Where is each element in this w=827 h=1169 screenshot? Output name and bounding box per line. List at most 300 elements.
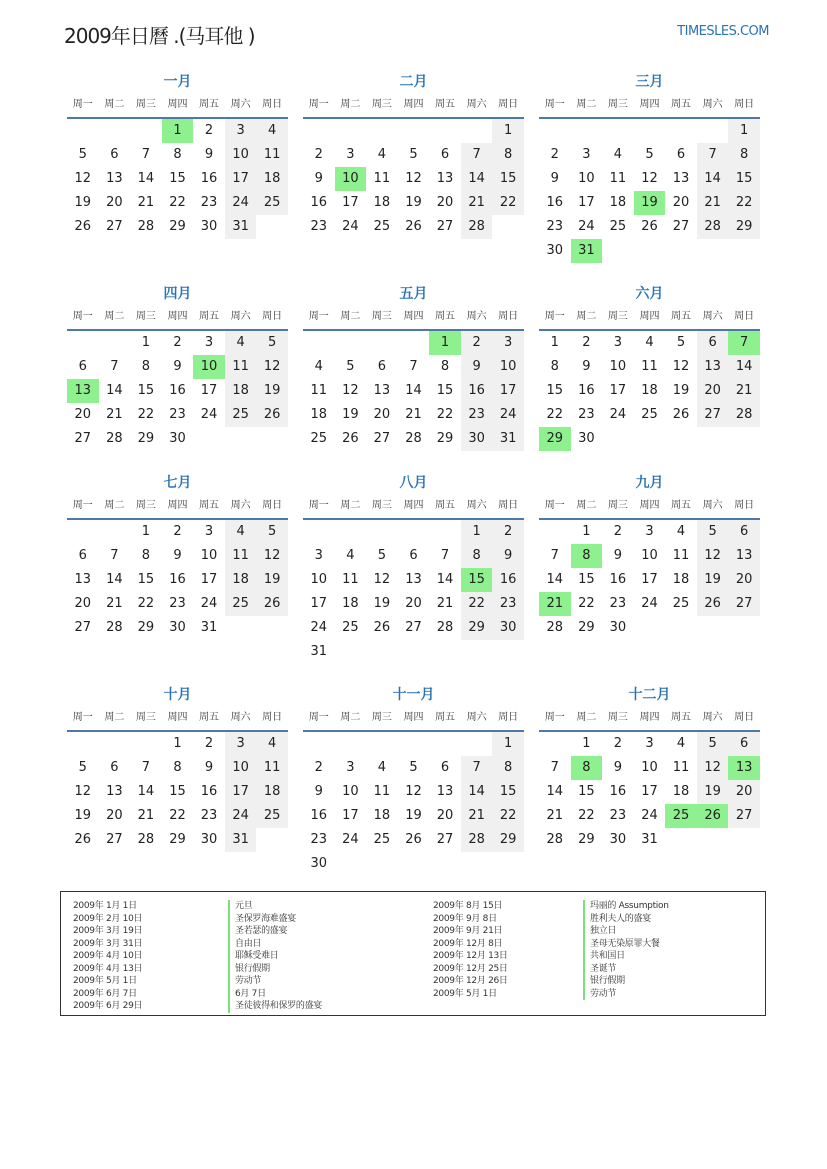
day-cell[interactable]: 6 (78, 548, 87, 563)
day-cell[interactable]: 14 (697, 167, 729, 191)
day-cell[interactable]: 27 (405, 620, 422, 635)
day-cell[interactable]: 22 (546, 407, 564, 422)
day-cell[interactable]: 20 (106, 808, 123, 823)
day-cell[interactable]: 28 (697, 215, 729, 239)
day-cell[interactable]: 31 (200, 620, 218, 635)
day-cell[interactable]: 4 (346, 548, 355, 563)
day-cell[interactable]: 12 (405, 784, 422, 799)
day-cell[interactable]: 26 (342, 431, 359, 446)
day-cell[interactable]: 28 (728, 403, 760, 427)
day-cell[interactable]: 10 (225, 756, 257, 780)
day-cell[interactable]: 19 (405, 808, 422, 823)
day-cell[interactable]: 13 (106, 784, 123, 799)
day-cell[interactable]: 10 (492, 355, 524, 379)
day-cell[interactable]: 30 (492, 616, 524, 640)
day-cell[interactable]: 20 (728, 780, 760, 804)
day-cell[interactable]: 13 (672, 171, 690, 186)
day-cell[interactable]: 9 (582, 359, 591, 374)
day-cell[interactable]: 24 (225, 191, 257, 215)
day-cell[interactable]: 7 (110, 359, 119, 374)
day-cell[interactable]: 22 (169, 808, 186, 823)
day-cell[interactable]: 6 (78, 359, 87, 374)
day-cell[interactable]: 6 (440, 760, 450, 775)
day-cell[interactable]: 20 (697, 379, 729, 403)
day-cell[interactable]: 14 (461, 780, 493, 804)
day-cell[interactable]: 9 (173, 359, 182, 374)
day-cell[interactable]: 11 (373, 784, 391, 799)
day-cell[interactable]: 18 (256, 780, 288, 804)
day-cell[interactable]: 28 (461, 215, 493, 239)
day-cell[interactable]: 3 (645, 524, 654, 539)
day-cell[interactable]: 7 (141, 147, 151, 162)
day-cell[interactable]: 16 (609, 572, 627, 587)
day-cell[interactable]: 4 (256, 732, 288, 756)
day-cell[interactable]: 12 (373, 572, 391, 587)
day-cell[interactable]: 15 (492, 780, 524, 804)
day-cell[interactable]: 24 (342, 832, 359, 847)
day-cell[interactable]: 27 (74, 620, 92, 635)
day-cell[interactable]: 5 (645, 147, 654, 162)
day-cell[interactable]: 27 (373, 431, 391, 446)
site-logo[interactable]: TIMESLES.COM (677, 24, 769, 39)
day-cell[interactable]: 20 (106, 195, 123, 210)
day-cell[interactable]: 7 (550, 548, 559, 563)
day-cell[interactable]: 10 (578, 171, 595, 186)
day-cell[interactable]: 4 (225, 331, 257, 355)
day-cell[interactable]: 31 (225, 215, 257, 239)
day-cell[interactable]: 3 (645, 736, 654, 751)
day-cell[interactable]: 2 (613, 736, 623, 751)
day-cell[interactable]: 21 (697, 191, 729, 215)
day-cell[interactable]: 20 (74, 596, 92, 611)
day-cell[interactable]: 28 (461, 828, 493, 852)
day-cell[interactable]: 29 (137, 431, 155, 446)
day-cell[interactable]: 18 (373, 808, 391, 823)
day-cell[interactable]: 25 (373, 832, 391, 847)
day-cell[interactable]: 19 (256, 379, 288, 403)
day-cell[interactable]: 17 (200, 383, 218, 398)
day-cell[interactable]: 14 (137, 171, 155, 186)
day-cell[interactable]: 23 (169, 596, 186, 611)
day-cell[interactable]: 2 (492, 520, 524, 544)
day-cell[interactable]: 30 (169, 431, 186, 446)
day-cell[interactable]: 12 (256, 355, 288, 379)
day-cell[interactable]: 1 (173, 736, 182, 751)
day-cell[interactable]: 17 (641, 572, 658, 587)
day-cell[interactable]: 1 (492, 119, 524, 143)
day-cell[interactable]: 1 (429, 331, 461, 355)
day-cell[interactable]: 17 (609, 383, 627, 398)
day-cell[interactable]: 16 (200, 171, 218, 186)
day-cell[interactable]: 29 (578, 832, 595, 847)
day-cell[interactable]: 9 (204, 760, 214, 775)
day-cell[interactable]: 6 (440, 147, 450, 162)
day-cell[interactable]: 7 (461, 143, 493, 167)
day-cell[interactable]: 5 (78, 760, 87, 775)
day-cell[interactable]: 13 (436, 171, 454, 186)
day-cell[interactable]: 20 (436, 195, 454, 210)
day-cell[interactable]: 24 (310, 620, 328, 635)
day-cell[interactable]: 16 (200, 784, 218, 799)
day-cell[interactable]: 30 (461, 427, 493, 451)
day-cell[interactable]: 14 (546, 572, 564, 587)
day-cell[interactable]: 3 (225, 119, 257, 143)
day-cell[interactable]: 22 (728, 191, 760, 215)
day-cell[interactable]: 16 (310, 195, 328, 210)
day-cell[interactable]: 25 (225, 403, 257, 427)
day-cell[interactable]: 11 (310, 383, 328, 398)
day-cell[interactable]: 26 (256, 403, 288, 427)
day-cell[interactable]: 8 (571, 544, 603, 568)
day-cell[interactable]: 13 (405, 572, 422, 587)
day-cell[interactable]: 1 (162, 119, 194, 143)
day-cell[interactable]: 3 (613, 335, 623, 350)
day-cell[interactable]: 9 (204, 147, 214, 162)
day-cell[interactable]: 18 (672, 784, 690, 799)
day-cell[interactable]: 26 (256, 592, 288, 616)
day-cell[interactable]: 12 (641, 171, 658, 186)
day-cell[interactable]: 22 (492, 804, 524, 828)
day-cell[interactable]: 9 (461, 355, 493, 379)
day-cell[interactable]: 27 (106, 219, 123, 234)
day-cell[interactable]: 1 (461, 520, 493, 544)
day-cell[interactable]: 30 (609, 620, 627, 635)
day-cell[interactable]: 26 (405, 832, 422, 847)
day-cell[interactable]: 22 (461, 592, 493, 616)
day-cell[interactable]: 22 (578, 596, 595, 611)
day-cell[interactable]: 19 (342, 407, 359, 422)
day-cell[interactable]: 5 (346, 359, 355, 374)
day-cell[interactable]: 14 (436, 572, 454, 587)
day-cell[interactable]: 6 (110, 760, 119, 775)
day-cell[interactable]: 19 (672, 383, 690, 398)
day-cell[interactable]: 15 (578, 572, 595, 587)
day-cell[interactable]: 8 (440, 359, 450, 374)
day-cell[interactable]: 12 (672, 359, 690, 374)
day-cell[interactable]: 24 (609, 407, 627, 422)
day-cell[interactable]: 7 (110, 548, 119, 563)
day-cell[interactable]: 8 (492, 143, 524, 167)
day-cell[interactable]: 22 (492, 191, 524, 215)
day-cell[interactable]: 15 (169, 171, 186, 186)
day-cell[interactable]: 25 (342, 620, 359, 635)
day-cell[interactable]: 28 (405, 431, 422, 446)
day-cell[interactable]: 12 (697, 756, 729, 780)
day-cell[interactable]: 4 (225, 520, 257, 544)
day-cell[interactable]: 3 (204, 335, 214, 350)
day-cell[interactable]: 19 (697, 568, 729, 592)
day-cell[interactable]: 23 (546, 219, 564, 234)
day-cell[interactable]: 30 (200, 219, 218, 234)
day-cell[interactable]: 10 (609, 359, 627, 374)
day-cell[interactable]: 16 (169, 572, 186, 587)
day-cell[interactable]: 24 (641, 596, 658, 611)
day-cell[interactable]: 16 (310, 808, 328, 823)
day-cell[interactable]: 7 (141, 760, 151, 775)
day-cell[interactable]: 6 (676, 147, 686, 162)
day-cell[interactable]: 7 (697, 143, 729, 167)
day-cell[interactable]: 23 (492, 592, 524, 616)
day-cell[interactable]: 2 (461, 331, 493, 355)
day-cell[interactable]: 8 (492, 756, 524, 780)
day-cell[interactable]: 7 (440, 548, 450, 563)
day-cell[interactable]: 16 (492, 568, 524, 592)
day-cell[interactable]: 11 (256, 143, 288, 167)
day-cell[interactable]: 21 (106, 407, 123, 422)
day-cell[interactable]: 2 (173, 524, 182, 539)
day-cell[interactable]: 19 (697, 780, 729, 804)
day-cell[interactable]: 5 (676, 335, 686, 350)
day-cell[interactable]: 25 (373, 219, 391, 234)
day-cell[interactable]: 2 (582, 335, 591, 350)
day-cell[interactable]: 31 (310, 644, 328, 659)
day-cell[interactable]: 12 (256, 544, 288, 568)
day-cell[interactable]: 1 (141, 524, 151, 539)
day-cell[interactable]: 24 (200, 407, 218, 422)
day-cell[interactable]: 13 (74, 572, 92, 587)
day-cell[interactable]: 22 (137, 407, 155, 422)
day-cell[interactable]: 18 (672, 572, 690, 587)
day-cell[interactable]: 8 (141, 359, 151, 374)
day-cell[interactable]: 12 (697, 544, 729, 568)
day-cell[interactable]: 28 (546, 620, 564, 635)
day-cell[interactable]: 19 (634, 191, 666, 215)
day-cell[interactable]: 4 (645, 335, 654, 350)
day-cell[interactable]: 31 (641, 832, 658, 847)
day-cell[interactable]: 23 (200, 195, 218, 210)
day-cell[interactable]: 31 (492, 427, 524, 451)
day-cell[interactable]: 29 (169, 219, 186, 234)
day-cell[interactable]: 2 (314, 147, 323, 162)
day-cell[interactable]: 26 (373, 620, 391, 635)
day-cell[interactable]: 29 (137, 620, 155, 635)
day-cell[interactable]: 17 (641, 784, 658, 799)
day-cell[interactable]: 26 (697, 592, 729, 616)
day-cell[interactable]: 20 (74, 407, 92, 422)
day-cell[interactable]: 29 (436, 431, 454, 446)
day-cell[interactable]: 17 (342, 808, 359, 823)
day-cell[interactable]: 5 (377, 548, 387, 563)
day-cell[interactable]: 31 (225, 828, 257, 852)
day-cell[interactable]: 13 (728, 756, 760, 780)
day-cell[interactable]: 22 (436, 407, 454, 422)
day-cell[interactable]: 10 (335, 167, 367, 191)
day-cell[interactable]: 1 (141, 335, 151, 350)
day-cell[interactable]: 9 (550, 171, 559, 186)
day-cell[interactable]: 21 (106, 596, 123, 611)
day-cell[interactable]: 11 (256, 756, 288, 780)
day-cell[interactable]: 20 (436, 808, 454, 823)
day-cell[interactable]: 15 (137, 572, 155, 587)
day-cell[interactable]: 25 (641, 407, 658, 422)
day-cell[interactable]: 9 (613, 548, 623, 563)
day-cell[interactable]: 19 (74, 808, 92, 823)
day-cell[interactable]: 20 (728, 568, 760, 592)
day-cell[interactable]: 6 (409, 548, 418, 563)
day-cell[interactable]: 23 (461, 403, 493, 427)
day-cell[interactable]: 3 (225, 732, 257, 756)
day-cell[interactable]: 6 (728, 732, 760, 756)
day-cell[interactable]: 8 (141, 548, 151, 563)
day-cell[interactable]: 11 (225, 355, 257, 379)
day-cell[interactable]: 26 (74, 832, 92, 847)
day-cell[interactable]: 10 (641, 548, 658, 563)
day-cell[interactable]: 3 (346, 147, 355, 162)
day-cell[interactable]: 2 (314, 760, 323, 775)
day-cell[interactable]: 4 (676, 524, 686, 539)
day-cell[interactable]: 11 (641, 359, 658, 374)
day-cell[interactable]: 15 (578, 784, 595, 799)
day-cell[interactable]: 28 (546, 832, 564, 847)
day-cell[interactable]: 28 (106, 620, 123, 635)
day-cell[interactable]: 24 (225, 804, 257, 828)
day-cell[interactable]: 21 (539, 592, 571, 616)
day-cell[interactable]: 7 (461, 756, 493, 780)
day-cell[interactable]: 10 (225, 143, 257, 167)
day-cell[interactable]: 14 (728, 355, 760, 379)
day-cell[interactable]: 30 (200, 832, 218, 847)
day-cell[interactable]: 26 (641, 219, 658, 234)
day-cell[interactable]: 1 (582, 524, 591, 539)
day-cell[interactable]: 15 (461, 568, 493, 592)
day-cell[interactable]: 8 (173, 147, 182, 162)
day-cell[interactable]: 30 (310, 856, 328, 871)
day-cell[interactable]: 20 (672, 195, 690, 210)
day-cell[interactable]: 1 (728, 119, 760, 143)
day-cell[interactable]: 26 (405, 219, 422, 234)
day-cell[interactable]: 7 (728, 331, 760, 355)
day-cell[interactable]: 19 (373, 596, 391, 611)
day-cell[interactable]: 21 (137, 808, 155, 823)
day-cell[interactable]: 25 (310, 431, 328, 446)
day-cell[interactable]: 8 (571, 756, 603, 780)
day-cell[interactable]: 10 (193, 355, 225, 379)
day-cell[interactable]: 5 (697, 732, 729, 756)
day-cell[interactable]: 17 (342, 195, 359, 210)
day-cell[interactable]: 15 (169, 784, 186, 799)
day-cell[interactable]: 17 (492, 379, 524, 403)
day-cell[interactable]: 22 (578, 808, 595, 823)
day-cell[interactable]: 15 (728, 167, 760, 191)
day-cell[interactable]: 9 (492, 544, 524, 568)
day-cell[interactable]: 15 (436, 383, 454, 398)
day-cell[interactable]: 12 (342, 383, 359, 398)
day-cell[interactable]: 16 (169, 383, 186, 398)
day-cell[interactable]: 11 (609, 171, 627, 186)
day-cell[interactable]: 18 (225, 568, 257, 592)
day-cell[interactable]: 18 (373, 195, 391, 210)
day-cell[interactable]: 26 (697, 804, 729, 828)
day-cell[interactable]: 3 (346, 760, 355, 775)
day-cell[interactable]: 8 (550, 359, 559, 374)
day-cell[interactable]: 23 (310, 219, 328, 234)
day-cell[interactable]: 9 (314, 784, 323, 799)
day-cell[interactable]: 12 (74, 784, 92, 799)
day-cell[interactable]: 27 (436, 219, 454, 234)
day-cell[interactable]: 22 (169, 195, 186, 210)
day-cell[interactable]: 15 (137, 383, 155, 398)
day-cell[interactable]: 30 (169, 620, 186, 635)
day-cell[interactable]: 25 (665, 804, 697, 828)
day-cell[interactable]: 10 (641, 760, 658, 775)
day-cell[interactable]: 25 (609, 219, 627, 234)
day-cell[interactable]: 8 (461, 544, 493, 568)
day-cell[interactable]: 4 (613, 147, 623, 162)
day-cell[interactable]: 6 (377, 359, 387, 374)
day-cell[interactable]: 21 (405, 407, 422, 422)
day-cell[interactable]: 20 (373, 407, 391, 422)
day-cell[interactable]: 14 (106, 383, 123, 398)
day-cell[interactable]: 25 (256, 191, 288, 215)
day-cell[interactable]: 24 (641, 808, 658, 823)
day-cell[interactable]: 27 (106, 832, 123, 847)
day-cell[interactable]: 16 (546, 195, 564, 210)
day-cell[interactable]: 27 (672, 219, 690, 234)
day-cell[interactable]: 2 (613, 524, 623, 539)
day-cell[interactable]: 6 (110, 147, 119, 162)
day-cell[interactable]: 23 (609, 808, 627, 823)
day-cell[interactable]: 2 (173, 335, 182, 350)
day-cell[interactable]: 1 (492, 732, 524, 756)
day-cell[interactable]: 3 (492, 331, 524, 355)
day-cell[interactable]: 4 (676, 736, 686, 751)
day-cell[interactable]: 27 (74, 431, 92, 446)
day-cell[interactable]: 13 (728, 544, 760, 568)
day-cell[interactable]: 21 (461, 191, 493, 215)
day-cell[interactable]: 9 (314, 171, 323, 186)
day-cell[interactable]: 10 (342, 784, 359, 799)
day-cell[interactable]: 28 (137, 219, 155, 234)
day-cell[interactable]: 24 (492, 403, 524, 427)
day-cell[interactable]: 23 (310, 832, 328, 847)
day-cell[interactable]: 19 (256, 568, 288, 592)
day-cell[interactable]: 14 (546, 784, 564, 799)
day-cell[interactable]: 14 (137, 784, 155, 799)
day-cell[interactable]: 10 (310, 572, 328, 587)
day-cell[interactable]: 11 (672, 548, 690, 563)
day-cell[interactable]: 3 (582, 147, 591, 162)
day-cell[interactable]: 5 (78, 147, 87, 162)
day-cell[interactable]: 17 (200, 572, 218, 587)
day-cell[interactable]: 15 (546, 383, 564, 398)
day-cell[interactable]: 29 (492, 828, 524, 852)
day-cell[interactable]: 8 (728, 143, 760, 167)
day-cell[interactable]: 5 (409, 147, 418, 162)
day-cell[interactable]: 24 (342, 219, 359, 234)
day-cell[interactable]: 6 (697, 331, 729, 355)
day-cell[interactable]: 18 (256, 167, 288, 191)
day-cell[interactable]: 1 (550, 335, 559, 350)
day-cell[interactable]: 29 (728, 215, 760, 239)
day-cell[interactable]: 17 (225, 780, 257, 804)
day-cell[interactable]: 17 (225, 167, 257, 191)
day-cell[interactable]: 17 (310, 596, 328, 611)
day-cell[interactable]: 28 (137, 832, 155, 847)
day-cell[interactable]: 29 (461, 616, 493, 640)
day-cell[interactable]: 28 (436, 620, 454, 635)
day-cell[interactable]: 14 (106, 572, 123, 587)
day-cell[interactable]: 29 (578, 620, 595, 635)
day-cell[interactable]: 4 (256, 119, 288, 143)
day-cell[interactable]: 11 (672, 760, 690, 775)
day-cell[interactable]: 21 (137, 195, 155, 210)
day-cell[interactable]: 9 (173, 548, 182, 563)
day-cell[interactable]: 11 (373, 171, 391, 186)
day-cell[interactable]: 10 (200, 548, 218, 563)
day-cell[interactable]: 17 (578, 195, 595, 210)
day-cell[interactable]: 23 (578, 407, 595, 422)
day-cell[interactable]: 11 (225, 544, 257, 568)
